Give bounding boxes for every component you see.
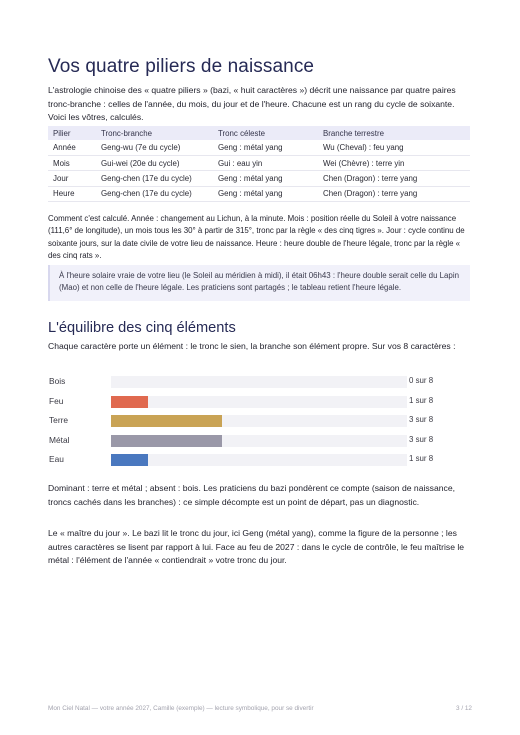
cell-pillar: Année (48, 140, 96, 155)
header-pilier: Pilier (48, 126, 96, 140)
cell-pillar: Mois (48, 155, 96, 170)
table-row (48, 171, 470, 186)
element-row (48, 433, 472, 447)
cell-branch: Wu (Cheval) : feu yang (318, 140, 470, 155)
cell-stem: Geng : métal yang (213, 171, 318, 186)
page-footer (48, 705, 472, 712)
element-count: 1 sur 8 (409, 454, 434, 463)
page-title: Vos quatre piliers de naissance (48, 56, 315, 77)
element-count: 3 sur 8 (409, 415, 434, 424)
elements-bar-chart (48, 374, 472, 474)
element-bar-track (111, 454, 407, 466)
table-header-row (48, 126, 470, 140)
cell-stem: Geng : métal yang (213, 140, 318, 155)
element-label: Métal (49, 434, 70, 445)
element-bar (111, 435, 222, 447)
element-label: Terre (49, 415, 69, 425)
calculation-note: Comment c'est calculé. Année : changement au Lichun, à la minute. Mois : position réelle du Soleil à votre naissance (111,6° de longitude), un mois tous les 30° à partir de 315°, tronc par la règle « des cinq tigres ». Jour : cycle continu de soixante jours, sur la date civile de votre lieu de naissance. Heure : heure double de l'heure légale, tronc par la règle « des cinq rats ». (48, 214, 465, 261)
cell-pillar: Heure (48, 186, 96, 201)
element-bar-track (111, 415, 407, 427)
intro-paragraph: L'astrologie chinoise des « quatre piliers » (bazi, « huit caractères ») décrit une naissance par quatre paires tronc-branche : celles de l'année, du mois, du jour et de l'heure. Chacune est un rang du cycle de soixante. Voici les vôtres, calculés. (48, 85, 456, 123)
header-tronc-celeste: Tronc céleste (213, 126, 318, 140)
cell-branch: Chen (Dragon) : terre yang (318, 186, 470, 201)
cell-stem-branch: Geng-chen (17e du cycle) (96, 186, 213, 201)
cell-stem: Gui : eau yin (213, 155, 318, 170)
elements-intro: Chaque caractère porte un élément : le tronc le sien, la branche son élément propre. Sur vos 8 caractères : (48, 341, 456, 351)
element-row (48, 452, 472, 466)
element-label: Bois (49, 376, 66, 386)
pillars-table (48, 126, 470, 202)
element-bar (111, 454, 148, 466)
element-label: Eau (49, 454, 64, 464)
element-bar-track (111, 376, 407, 388)
dominance-paragraph: Dominant : terre et métal ; absent : bois. Les praticiens du bazi pondèrent ce compte (saison de naissance, troncs cachés dans les branches) : ce simple décompte est un point de départ, pas un diagnostic. (48, 483, 455, 507)
cell-stem-branch: Geng-chen (17e du cycle) (96, 171, 213, 186)
element-bar (111, 396, 148, 408)
cell-branch: Wei (Chèvre) : terre yin (318, 155, 470, 170)
table-row (48, 186, 470, 201)
cell-pillar: Jour (48, 171, 96, 186)
element-row (48, 413, 472, 427)
footer-text: Mon Ciel Natal — votre année 2027, Camille (exemple) — lecture symbolique, pour se divertir (48, 705, 314, 712)
element-row (48, 394, 472, 408)
element-label: Feu (49, 395, 64, 406)
element-row (48, 374, 472, 388)
elements-title: L'équilibre des cinq éléments (48, 320, 236, 336)
element-bar-track (111, 396, 407, 408)
element-count: 0 sur 8 (409, 376, 434, 385)
cell-branch: Chen (Dragon) : terre yang (318, 171, 470, 186)
cell-stem-branch: Geng-wu (7e du cycle) (96, 140, 213, 155)
day-master-paragraph: Le « maître du jour ». Le bazi lit le tronc du jour, ici Geng (métal yang), comme la figure de la personne ; les autres caractères se lisent par rapport à lui. Face au feu de 2027 : dans le cycle de contrôle, le feu maîtrise le métal : l'élément de l'année « contiendrait » votre tronc du jour. (48, 528, 465, 566)
cell-stem: Geng : métal yang (213, 186, 318, 201)
table-row (48, 155, 470, 170)
element-bar (111, 415, 222, 427)
cell-stem-branch: Gui-wei (20e du cycle) (96, 155, 213, 170)
element-count: 3 sur 8 (409, 434, 434, 444)
header-tronc-branche: Tronc-branche (96, 126, 213, 140)
solar-time-callout: À l'heure solaire vraie de votre lieu (le Soleil au méridien à midi), il était 06h43 : l'heure double serait celle du Lapin (Mao) et non celle de l'heure légale. Les praticiens sont partagés ; le tableau retient l'heure légale. (48, 265, 470, 301)
table-row (48, 140, 470, 155)
element-count: 1 sur 8 (409, 395, 434, 405)
page-number: 3 / 12 (456, 705, 472, 712)
header-branche-terrestre: Branche terrestre (318, 126, 470, 140)
element-bar-track (111, 435, 407, 447)
